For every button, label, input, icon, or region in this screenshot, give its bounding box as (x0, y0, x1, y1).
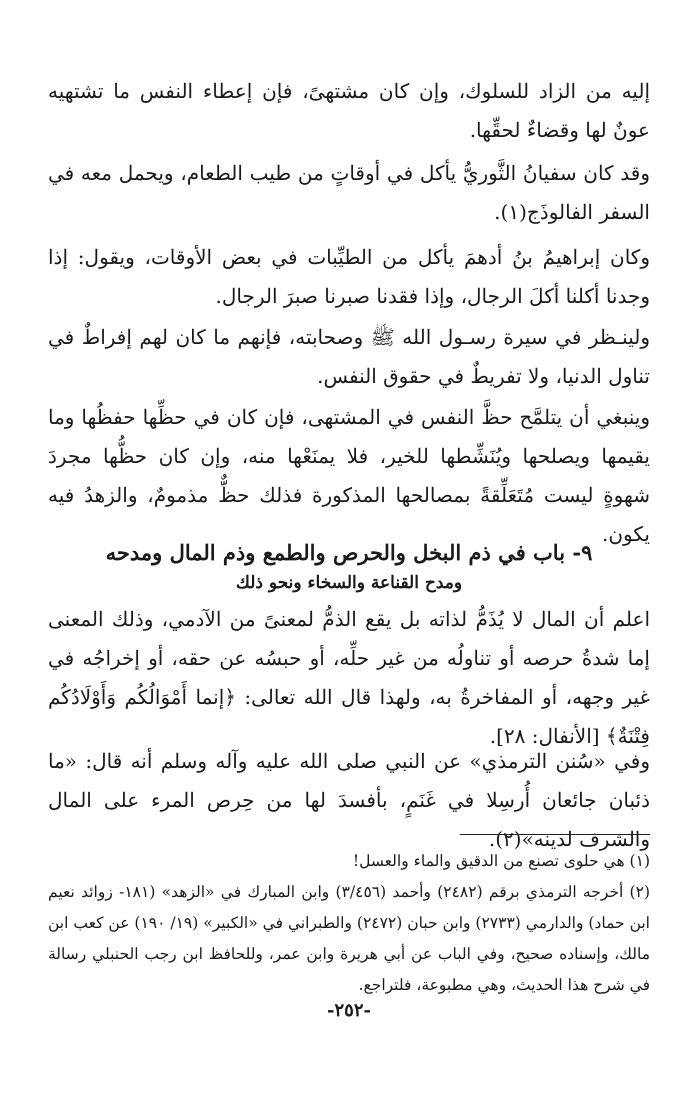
paragraph-sufyan: وقد كان سفيانُ الثَّوريُّ يأكل في أوقاتٍ من طيب الطعام، ويحمل معه في السفر الفالوذَج(١). (48, 161, 650, 224)
paragraph-continuation: إليه من الزاد للسلوك، وإن كان مشتهىً، فإن إعطاء النفس ما تشتهيه عونٌ لها وقضاءٌ لحقِّها. (48, 79, 650, 142)
chapter-heading (48, 536, 650, 596)
footnotes (48, 846, 650, 1001)
chapter-subtitle: ومدح القناعة والسخاء ونحو ذلك (235, 573, 463, 593)
paragraph-nafs: وينبغي أن يتلمَّح حظَّ النفس في المشتهى، فإن كان في حظِّها حفظُها وما يقيمها ويصلحها ويُنَشِّطها للخير، فلا يمنَعْها منه، وإن كان حظُّها مجردَ شهوةٍ ليست مُتَعَلِّقةً بمصالحها المذكورة فذلك حظٌّ مذمومٌ، والزهدُ فيه يكون. (48, 405, 650, 546)
paragraph-seerah: ولينـظر في سيرة رسـول الله ﷺ وصحابته، فإنهم ما كان لهم إفراطٌ في تناول الدنيا، ولا تفريطٌ في حقوق النفس. (48, 325, 650, 388)
book-page (48, 0, 650, 1100)
footnote-2: (٢) أخرجه الترمذي برقم (٢٤٨٢) وأحمد (٣/٤٥٦) وابن المبارك في «الزهد» (١٨١- زوائد نعيم ابن حماد) والدارمي (٢٧٣٣) وابن حبان (٢٤٧٢) والطبراني في «الكبير» (١٩/ ١٩٠) عن كعب ابن مالك، وإسناده صحيح، وفي الباب عن أبي هريرة وابن عمر، وللحافظ ابن رجب الحنبلي رسالة في شرح هذا الحديث، وهي مطبوعة، فلتراجع. (48, 883, 650, 994)
paragraph-ibrahim: وكان إبراهيمُ بنُ أدهمَ يأكل من الطيِّبات في بعض الأوقات، ويقول: إذا وجدنا أكلنا أكلَ الرجال، وإذا فقدنا صبرنا صبرَ الرجال. (48, 245, 650, 308)
footnote-1: (١) هي حلوى تصنع من الدقيق والماء والعسل! (352, 852, 650, 870)
paragraph-tirmidhi: وفي «سُنن الترمذي» عن النبي صلى الله عليه وآله وسلم أنه قال: «ما ذئبان جائعان أُرسِلا في غَنَمٍ، بأفسدَ لها من حِرص المرء على المال والشرف لدينه»(٢). (48, 749, 650, 851)
page-number: -٢٥٢- (327, 1000, 371, 1021)
footnote-divider (460, 834, 650, 835)
paragraph-mal: اعلم أن المال لا يُذَمُّ لذاته بل يقع الذمُّ لمعنىً من الآدمي، وذلك المعنى إما شدةُ حرصه أو تناولُه من غير حلِّه، أو حبسُه عن حقه، أو إخراجُه في غير وجهه، أو المفاخرةُ به، ولهذا قال الله تعالى: ﴿إنما أَمْوَالُكُم وَأَوْلَادُكُم فِتْنَةٌ﴾ [الأنفال: ٢٨]. (48, 607, 650, 748)
chapter-title: ٩- باب في ذم البخل والحرص والطمع وذم المال ومدحه (105, 540, 593, 565)
